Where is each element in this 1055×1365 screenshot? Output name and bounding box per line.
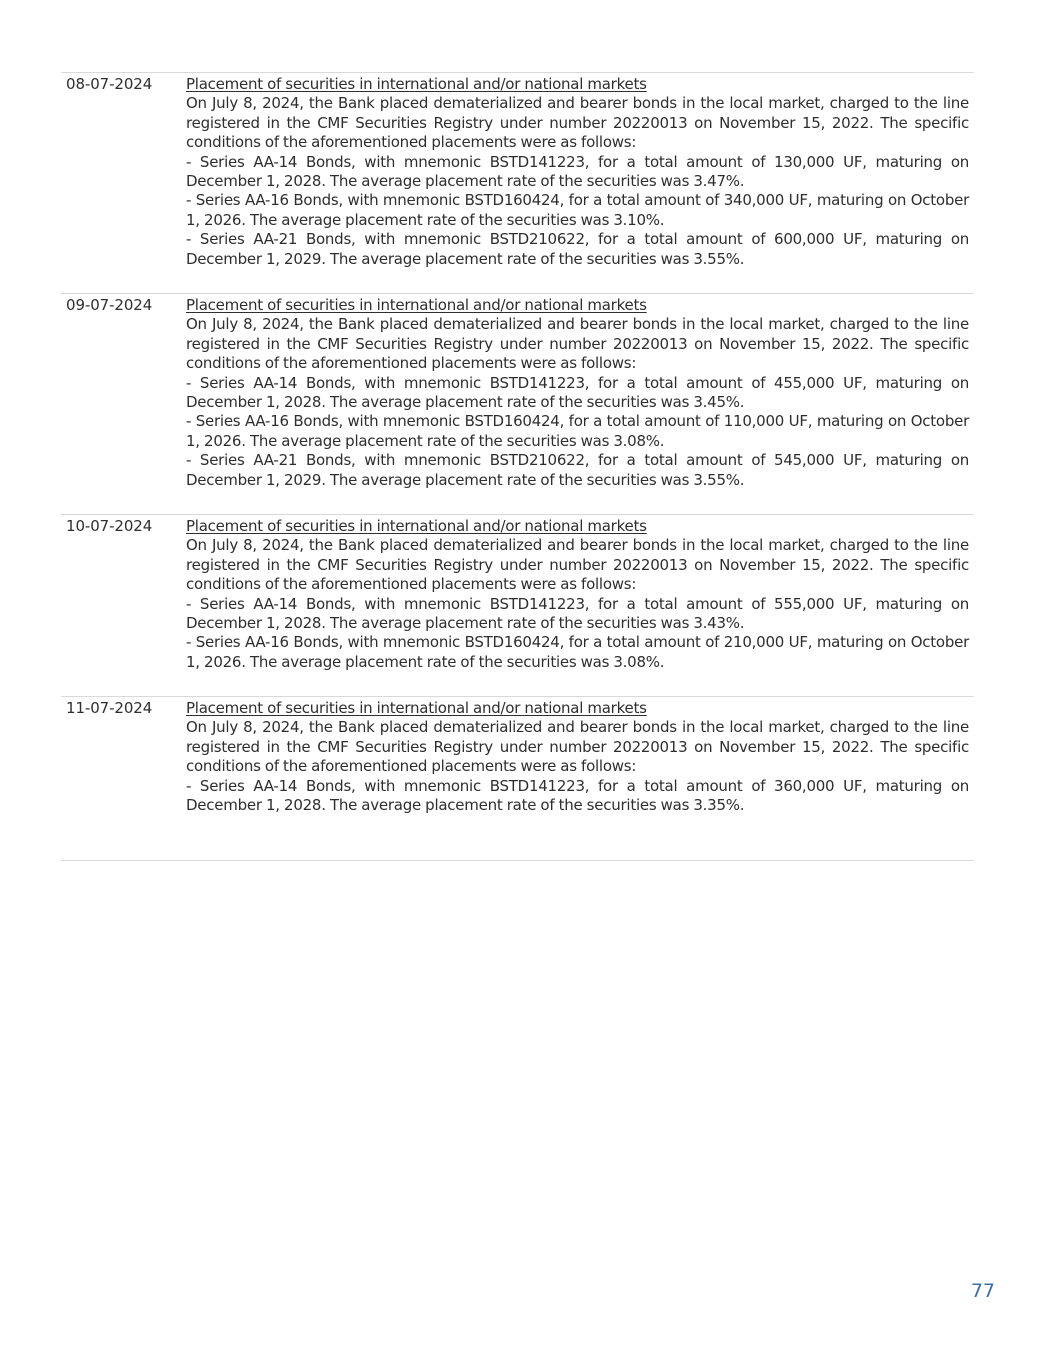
event-content bbox=[186, 296, 969, 490]
page-number: 77 bbox=[970, 1280, 995, 1302]
event-content bbox=[186, 517, 969, 672]
event-list bbox=[61, 72, 974, 860]
event-date: 08-07-2024 bbox=[66, 75, 153, 93]
event-title: Placement of securities in international and/or national markets bbox=[186, 517, 647, 535]
event-entry bbox=[61, 514, 974, 696]
event-intro: On July 8, 2024, the Bank placed dematerialized and bearer bonds in the local market, charged to the line registered in the CMF Securities Registry under number 20220013 on November 15, 2022. The specific conditions of the aforementioned placements were as follows: bbox=[186, 536, 969, 594]
event-entry bbox=[61, 72, 974, 293]
event-date: 11-07-2024 bbox=[66, 699, 153, 717]
event-title: Placement of securities in international and/or national markets bbox=[186, 296, 647, 314]
event-title: Placement of securities in international and/or national markets bbox=[186, 75, 647, 93]
placement-item: - Series AA-14 Bonds, with mnemonic BSTD141223, for a total amount of 455,000 UF, maturing on December 1, 2028. The average placement rate of the securities was 3.45%. bbox=[186, 373, 969, 412]
bottom-divider bbox=[61, 860, 974, 861]
placement-item: - Series AA-14 Bonds, with mnemonic BSTD141223, for a total amount of 555,000 UF, maturing on December 1, 2028. The average placement rate of the securities was 3.43%. bbox=[186, 594, 969, 633]
event-title: Placement of securities in international and/or national markets bbox=[186, 699, 647, 717]
event-entry bbox=[61, 293, 974, 514]
placement-item: - Series AA-16 Bonds, with mnemonic BSTD160424, for a total amount of 340,000 UF, maturing on October 1, 2026. The average placement rate of the securities was 3.10%. bbox=[186, 191, 969, 229]
placement-item: - Series AA-21 Bonds, with mnemonic BSTD210622, for a total amount of 600,000 UF, maturing on December 1, 2029. The average placement rate of the securities was 3.55%. bbox=[186, 230, 969, 268]
placement-item: - Series AA-14 Bonds, with mnemonic BSTD141223, for a total amount of 360,000 UF, maturing on December 1, 2028. The average placement rate of the securities was 3.35%. bbox=[186, 776, 969, 815]
event-intro: On July 8, 2024, the Bank placed dematerialized and bearer bonds in the local market, charged to the line registered in the CMF Securities Registry under number 20220013 on November 15, 2022. The specific conditions of the aforementioned placements were as follows: bbox=[186, 718, 969, 776]
event-content bbox=[186, 699, 969, 815]
placement-item: - Series AA-14 Bonds, with mnemonic BSTD141223, for a total amount of 130,000 UF, maturing on December 1, 2028. The average placement rate of the securities was 3.47%. bbox=[186, 152, 969, 191]
placement-item: - Series AA-21 Bonds, with mnemonic BSTD210622, for a total amount of 545,000 UF, maturing on December 1, 2029. The average placement rate of the securities was 3.55%. bbox=[186, 451, 969, 489]
placement-item: - Series AA-16 Bonds, with mnemonic BSTD160424, for a total amount of 210,000 UF, maturing on October 1, 2026. The average placement rate of the securities was 3.08%. bbox=[186, 633, 969, 671]
event-intro: On July 8, 2024, the Bank placed dematerialized and bearer bonds in the local market, charged to the line registered in the CMF Securities Registry under number 20220013 on November 15, 2022. The specific conditions of the aforementioned placements were as follows: bbox=[186, 315, 969, 373]
placement-item: - Series AA-16 Bonds, with mnemonic BSTD160424, for a total amount of 110,000 UF, maturing on October 1, 2026. The average placement rate of the securities was 3.08%. bbox=[186, 412, 969, 450]
event-content bbox=[186, 75, 969, 269]
event-date: 09-07-2024 bbox=[66, 296, 153, 314]
event-date: 10-07-2024 bbox=[66, 517, 153, 535]
event-entry bbox=[61, 696, 974, 860]
event-intro: On July 8, 2024, the Bank placed dematerialized and bearer bonds in the local market, charged to the line registered in the CMF Securities Registry under number 20220013 on November 15, 2022. The specific conditions of the aforementioned placements were as follows: bbox=[186, 94, 969, 152]
